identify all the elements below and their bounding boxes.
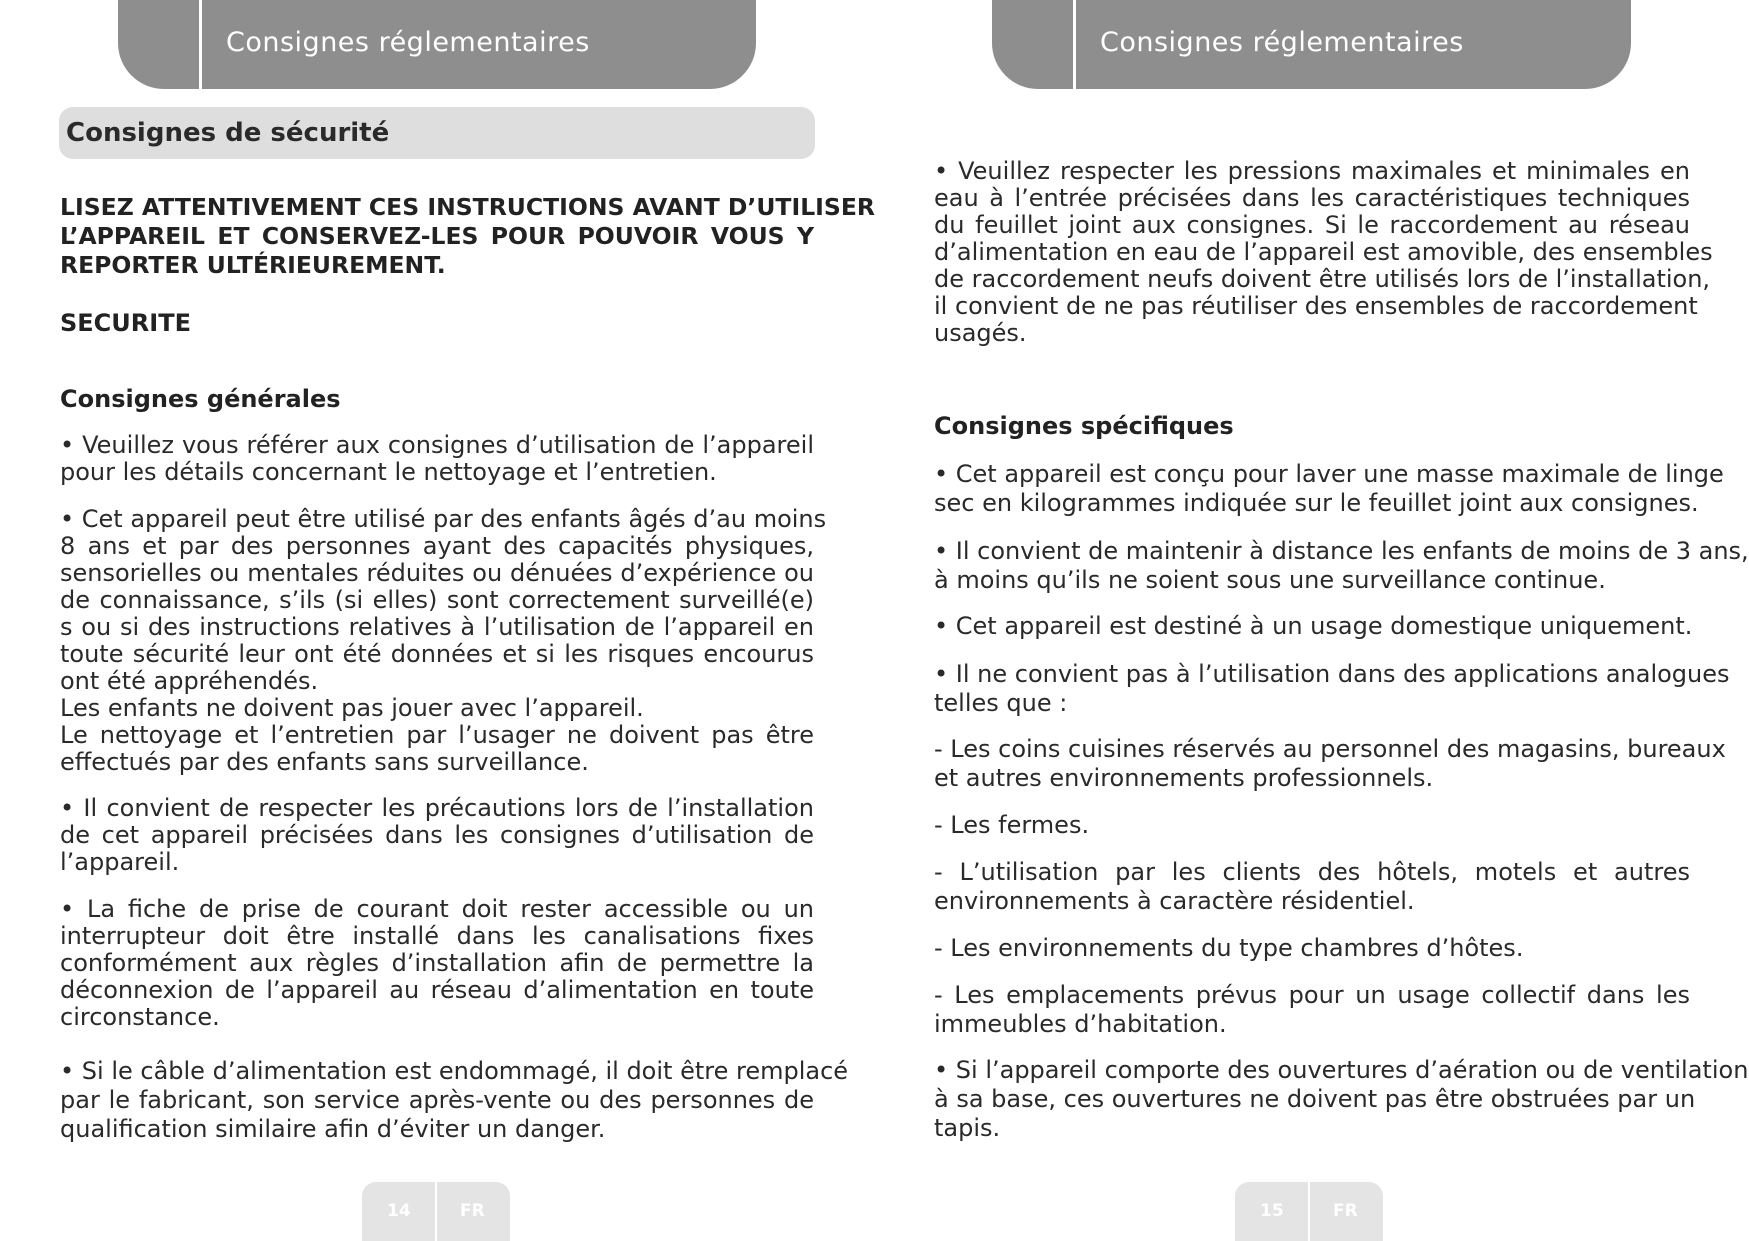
text-line: • Veuillez respecter les pressions maximales et minimales en [934,157,1690,185]
text-line: à moins qu’ils ne soient sous une surveillance continue. [934,566,1606,594]
right-page [875,0,1749,1241]
securite-heading: SECURITE [60,309,191,337]
text-line: • Il ne convient pas à l’utilisation dans des applications analogues [934,660,1730,688]
text-line: ont été appréhendés. [60,667,319,695]
text-line: il convient de ne pas réutiliser des ensembles de raccordement [934,292,1698,320]
text-line: qualification similaire afin d’éviter un danger. [60,1115,606,1143]
text-line: à sa base, ces ouvertures ne doivent pas être obstruées par un [934,1085,1696,1113]
text-line: sensorielles ou mentales réduites ou dénuées d’expérience ou [60,559,814,587]
specific-heading: Consignes spécifiques [934,412,1234,440]
text-line: déconnexion de l’appareil au réseau d’alimentation en toute [60,976,814,1004]
text-line: usagés. [934,319,1027,347]
text-line: immeubles d’habitation. [934,1010,1227,1038]
text-line: conformément aux règles d’installation afin de permettre la [60,949,814,977]
paragraph [934,537,1749,595]
footer-divider [435,1182,437,1241]
text-line: • Cet appareil est destiné à un usage domestique uniquement. [934,612,1693,640]
page-footer-tab [1235,1182,1383,1241]
page-header-tab [118,0,756,89]
section-title: Consignes de sécurité [66,118,390,148]
text-line: - L’utilisation par les clients des hôtels, motels et autres [934,858,1690,886]
text-line: - Les coins cuisines réservés au personnel des magasins, bureaux [934,735,1726,763]
text-line: • Cet appareil est conçu pour laver une masse maximale de linge [934,460,1724,488]
text-line: - Les fermes. [934,811,1090,839]
text-line: circonstance. [60,1003,220,1031]
text-line: interrupteur doit être installé dans les canalisations fixes [60,922,814,950]
paragraph [60,432,814,486]
paragraph [60,896,814,1031]
warning-line: LISEZ ATTENTIVEMENT CES INSTRUCTIONS AVANT D’UTILISER [60,193,875,221]
text-line: • Cet appareil peut être utilisé par des enfants âgés d’au moins [60,505,827,533]
text-line: telles que : [934,689,1068,717]
page-number: 14 [387,1201,411,1221]
text-line: et autres environnements professionnels. [934,764,1434,792]
page-footer-tab [362,1182,510,1241]
text-line: de raccordement neufs doivent être utilisés lors de l’installation, [934,265,1711,293]
text-line: de cet appareil précisées dans les consignes d’utilisation de [60,821,814,849]
text-line: • Si l’appareil comporte des ouvertures d’aération ou de ventilation [934,1056,1749,1084]
warning-line: L’APPAREIL ET CONSERVEZ-LES POUR POUVOIR VOUS Y [60,222,814,250]
paragraph [934,735,1726,793]
text-line: tapis. [934,1114,1001,1142]
text-line: du feuillet joint aux consignes. Si le raccordement au réseau [934,211,1690,239]
text-line: d’alimentation en eau de l’appareil est amovible, des ensembles [934,238,1713,266]
paragraph [934,858,1690,916]
paragraph [934,612,1693,641]
warning-text [60,193,875,280]
language-label: FR [460,1201,485,1221]
paragraph [934,660,1730,718]
text-line: pour les détails concernant le nettoyage et l’entretien. [60,458,717,486]
general-heading: Consignes générales [60,385,341,413]
paragraph [934,981,1690,1039]
text-line: • Si le câble d’alimentation est endommagé, il doit être remplacé [60,1057,849,1085]
language-label: FR [1333,1201,1358,1221]
paragraph [60,505,827,776]
page-header-title: Consignes réglementaires [1100,27,1464,58]
text-line: effectués par des enfants sans surveillance. [60,748,589,776]
paragraph [60,1057,849,1144]
page-number: 15 [1260,1201,1284,1221]
text-line: par le fabricant, son service après-vente ou des personnes de [60,1086,814,1114]
paragraph [60,795,814,876]
warning-line: REPORTER ULTÉRIEUREMENT. [60,251,446,279]
text-line: - Les emplacements prévus pour un usage collectif dans les [934,981,1690,1009]
text-line: 8 ans et par des personnes ayant des capacités physiques, [60,532,814,560]
paragraph [934,157,1713,347]
paragraph [934,1056,1749,1143]
text-line: l’appareil. [60,848,180,876]
paragraph [934,811,1690,840]
text-line: eau à l’entrée précisées dans les caractéristiques techniques [934,184,1690,212]
text-line: s ou si des instructions relatives à l’utilisation de l’appareil en [60,613,814,641]
text-line: toute sécurité leur ont été données et si les risques encourus [60,640,814,668]
text-line: • Il convient de maintenir à distance les enfants de moins de 3 ans, [934,537,1749,565]
header-divider [1073,0,1076,89]
text-line: Les enfants ne doivent pas jouer avec l’appareil. [60,694,644,722]
paragraph [934,460,1724,518]
text-line: • La fiche de prise de courant doit rester accessible ou un [60,895,814,923]
text-line: • Il convient de respecter les précautions lors de l’installation [60,794,814,822]
section-title-bar [59,107,815,159]
text-line: de connaissance, s’ils (si elles) sont correctement surveillé(e) [60,586,814,614]
text-line: - Les environnements du type chambres d’hôtes. [934,934,1524,962]
text-line: sec en kilogrammes indiquée sur le feuillet joint aux consignes. [934,489,1699,517]
text-line: environnements à caractère résidentiel. [934,887,1415,915]
page-header-title: Consignes réglementaires [226,27,590,58]
page-header-tab [992,0,1631,89]
left-page [0,0,874,1241]
paragraph [934,934,1690,963]
text-line: Le nettoyage et l’entretien par l’usager ne doivent pas être [60,721,814,749]
text-line: • Veuillez vous référer aux consignes d’utilisation de l’appareil [60,431,814,459]
footer-divider [1308,1182,1310,1241]
header-divider [199,0,202,89]
